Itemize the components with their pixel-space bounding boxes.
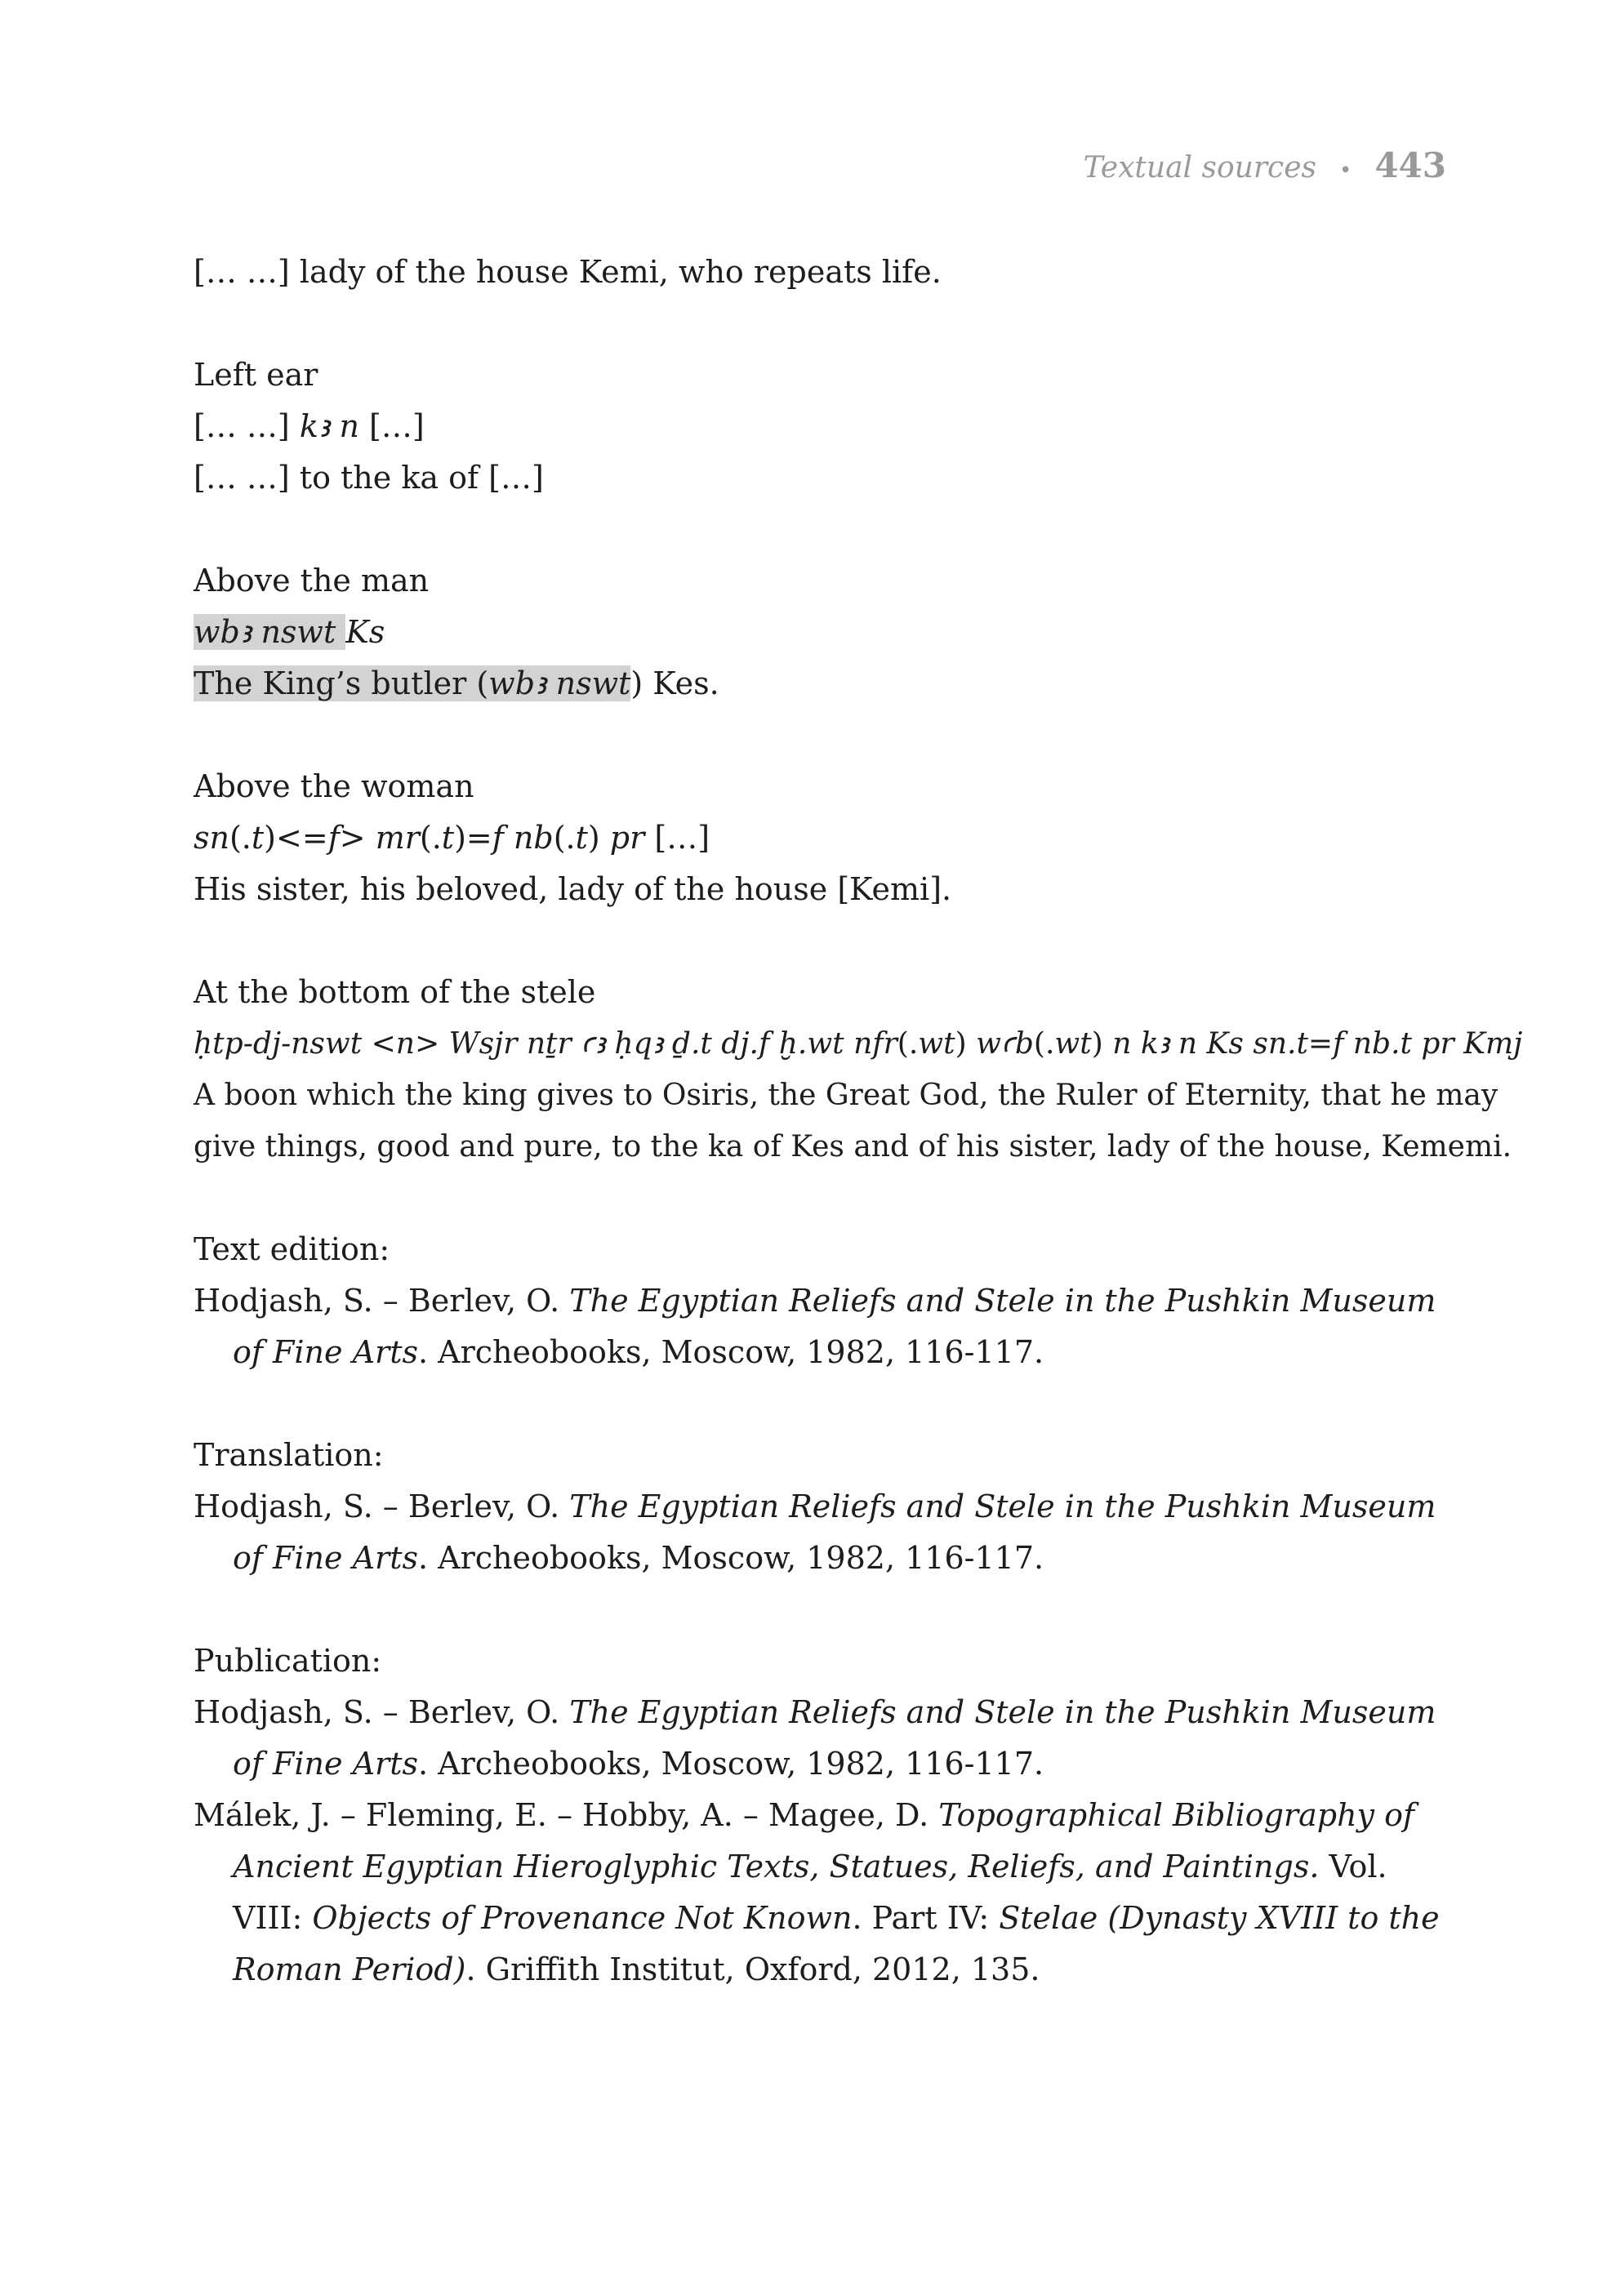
translation-reference [194, 1481, 1451, 1584]
bottom-stele-translation-line: A boon which the king gives to Osiris, the Great God, the Ruler of Eternity, that he may [194, 1079, 1499, 1112]
translit-part: f [327, 820, 340, 856]
above-woman-translation: His sister, his beloved, lady of the house [Kemi]. [194, 871, 952, 907]
translit-part: (. [553, 820, 576, 856]
spacer [194, 1584, 1451, 1635]
page-body [194, 247, 1523, 1996]
translit-part: > [339, 820, 376, 856]
left-ear-translation: [… …] to the ka of […] [194, 460, 544, 496]
spacer [194, 298, 1451, 349]
above-man-heading: Above the man [194, 563, 430, 598]
ref-part: Hodjash, S. – Berlev, O. [194, 1694, 570, 1730]
translit-part: mr [375, 820, 420, 856]
translit-part: ) [587, 820, 610, 856]
text-edition-heading: Text edition: [194, 1231, 390, 1267]
bottom-stele-transliteration [194, 1018, 1523, 1070]
translit-part: t [441, 820, 455, 856]
publication-reference [194, 1687, 1451, 1790]
translit-part: ) [1091, 1027, 1113, 1061]
above-woman-transliteration [194, 812, 1451, 864]
above-man-trans-part: The King’s butler ( [194, 665, 489, 701]
highlighted-text: wbꜣ nswt [194, 614, 346, 650]
spacer [194, 1378, 1451, 1430]
translation-heading: Translation: [194, 1437, 384, 1473]
translit-part: ) [955, 1027, 977, 1061]
publication-heading: Publication: [194, 1643, 382, 1679]
translit-part: (. [1033, 1027, 1055, 1061]
ref-part: Hodjash, S. – Berlev, O. [194, 1283, 570, 1319]
translit-part: (. [419, 820, 442, 856]
above-man-trans-italic: wbꜣ nswt [488, 665, 631, 701]
above-man-translation [194, 658, 1451, 710]
ref-title: Stelae (Dynasty XVIII to the Roman Period) [233, 1900, 1440, 1987]
ref-title: Topographical Bibliography of Ancient Egyptian Hieroglyphic Texts, Statues, Reliefs, and Paintings. [233, 1797, 1415, 1884]
translit-part: wt [918, 1027, 955, 1061]
above-woman-heading: Above the woman [194, 768, 474, 804]
translit-part: t [251, 820, 265, 856]
translit-part: (. [897, 1027, 919, 1061]
left-ear-transliteration [194, 401, 1451, 452]
ref-title: The Egyptian Reliefs and Stele in the Pushkin Museum of Fine Arts [233, 1488, 1436, 1576]
ref-title: The Egyptian Reliefs and Stele in the Pushkin Museum of Fine Arts [233, 1694, 1436, 1782]
left-ear-translit-part: [… …] [194, 408, 300, 444]
ref-title: The Egyptian Reliefs and Stele in the Pushkin Museum of Fine Arts [233, 1283, 1436, 1370]
left-ear-translit-part: […] [358, 408, 425, 444]
ref-part: . Griffith Institut, Oxford, 2012, 135. [465, 1951, 1040, 1987]
translit-part: […] [644, 820, 710, 856]
above-man-translit-rest: Ks [345, 614, 385, 650]
left-ear-translit-italic: kꜣ n [299, 408, 359, 444]
spacer [194, 710, 1451, 761]
translit-part: wt [1054, 1027, 1092, 1061]
translit-part: )= [454, 820, 492, 856]
ref-title: Objects of Provenance Not Known [312, 1900, 853, 1936]
above-man-trans-part: ) Kes. [630, 665, 719, 701]
running-title: Textual sources [1083, 151, 1316, 185]
ref-part: Hodjash, S. – Berlev, O. [194, 1488, 570, 1524]
page-number: 443 [1374, 145, 1446, 185]
spacer [194, 1172, 1451, 1224]
translit-part: pr [609, 820, 645, 856]
header-separator: • [1338, 158, 1352, 183]
translit-part: sn [194, 820, 229, 856]
translit-part: (. [229, 820, 252, 856]
running-header [1084, 145, 1446, 185]
ref-part: . Archeobooks, Moscow, 1982, 116-117. [417, 1540, 1044, 1576]
publication-reference [194, 1790, 1451, 1996]
translit-part: n kꜣ n Ks sn.t=f nb.t pr Kmj [1112, 1027, 1523, 1061]
ref-part: . Part IV: [852, 1900, 1000, 1936]
translit-part: )<= [264, 820, 328, 856]
text-edition-reference [194, 1275, 1451, 1378]
spacer [194, 915, 1451, 967]
bottom-stele-heading: At the bottom of the stele [194, 974, 596, 1010]
translit-part: t [575, 820, 588, 856]
spacer [194, 504, 1451, 555]
translit-part: ḥtp-dj-nswt <n> Wsjr nṯr ꜥꜣ ḥqꜣ ḏ.t dj.f ḫ.wt nfr [194, 1027, 897, 1061]
ref-part: Vol. VIII: [233, 1849, 1387, 1936]
intro-translation: [… …] lady of the house Kemi, who repeats life. [194, 254, 942, 290]
bottom-stele-translation-line: give things, good and pure, to the ka of Kes and of his sister, lady of the house, Kememi. [194, 1130, 1512, 1164]
translit-part: f nb [492, 820, 554, 856]
highlighted-text [194, 665, 630, 701]
ref-part: . Archeobooks, Moscow, 1982, 116-117. [417, 1334, 1044, 1370]
left-ear-heading: Left ear [194, 357, 318, 393]
above-man-transliteration [194, 607, 1451, 658]
ref-part: Málek, J. – Fleming, E. – Hobby, A. – Magee, D. [194, 1797, 939, 1833]
ref-part: . Archeobooks, Moscow, 1982, 116-117. [417, 1746, 1044, 1782]
translit-part: wꜥb [976, 1027, 1034, 1061]
